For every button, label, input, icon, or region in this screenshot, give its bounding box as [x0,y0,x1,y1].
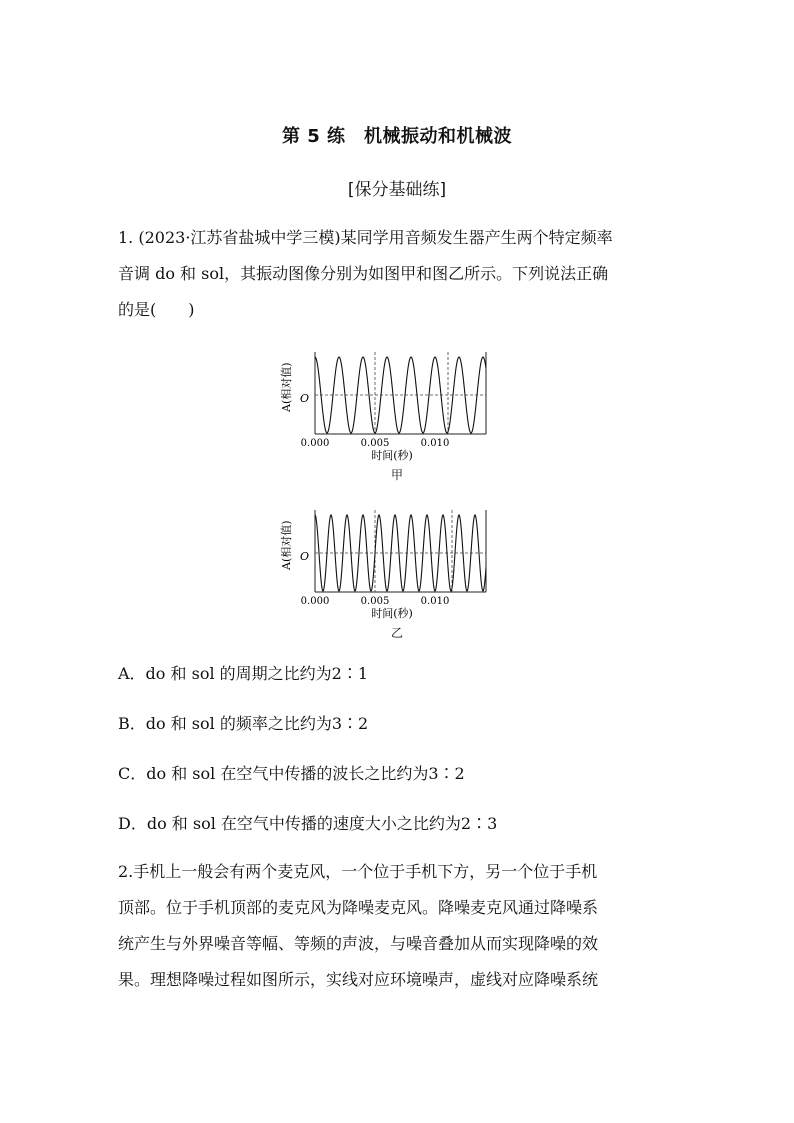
question-2-line: 果。理想降噪过程如图所示，实线对应环境噪声，虚线对应降噪系统 [118,970,599,989]
x-tick: 0.005 [360,438,390,449]
question-2-line: 2.手机上一般会有两个麦克风，一个位于手机下方，另一个位于手机 [118,862,598,881]
page-title: 第 5 练 机械振动和机械波 [281,126,513,147]
x-tick: 0.005 [360,596,390,607]
question-2-line: 顶部。位于手机顶部的麦克风为降噪麦克风。降噪麦克风通过降噪系 [118,898,599,917]
x-tick: 0.010 [420,438,450,449]
x-tick: 0.010 [420,596,450,607]
question-1-line: 音调 do 和 sol，其振动图像分别为如图甲和图乙所示。下列说法正确 [118,264,609,283]
question-2-stem [118,854,683,998]
figure-caption-jia: 甲 [390,468,403,482]
waveform-plot-jia [270,342,510,467]
figure-jia [270,342,510,471]
question-1-line: 的是( ) [118,300,195,319]
question-1-stem [118,220,683,328]
figure-caption-yi: 乙 [390,626,403,640]
x-axis-label: 时间(秒) [371,449,413,462]
origin-label: O [300,550,310,563]
origin-label: O [300,392,310,405]
figure-yi [270,500,510,629]
section-title: [保分基础练] [347,180,447,200]
y-axis-label: A(相对值) [280,362,293,412]
x-tick: 0.000 [300,596,330,607]
question-1-line: 1. (2023·江苏省盐城中学三模)某同学用音频发生器产生两个特定频率 [118,228,613,247]
option-d[interactable]: D．do 和 sol 在空气中传播的速度大小之比约为2∶3 [118,814,498,833]
y-axis-label: A(相对值) [280,520,293,570]
x-axis-label: 时间(秒) [371,607,413,620]
waveform-plot-yi [270,500,510,625]
question-2-line: 统产生与外界噪音等幅、等频的声波，与噪音叠加从而实现降噪的效 [118,934,599,953]
option-a[interactable]: A．do 和 sol 的周期之比约为2∶1 [118,664,369,683]
option-c[interactable]: C．do 和 sol 在空气中传播的波长之比约为3∶2 [118,764,465,783]
option-b[interactable]: B．do 和 sol 的频率之比约为3∶2 [118,714,369,733]
x-tick: 0.000 [300,438,330,449]
